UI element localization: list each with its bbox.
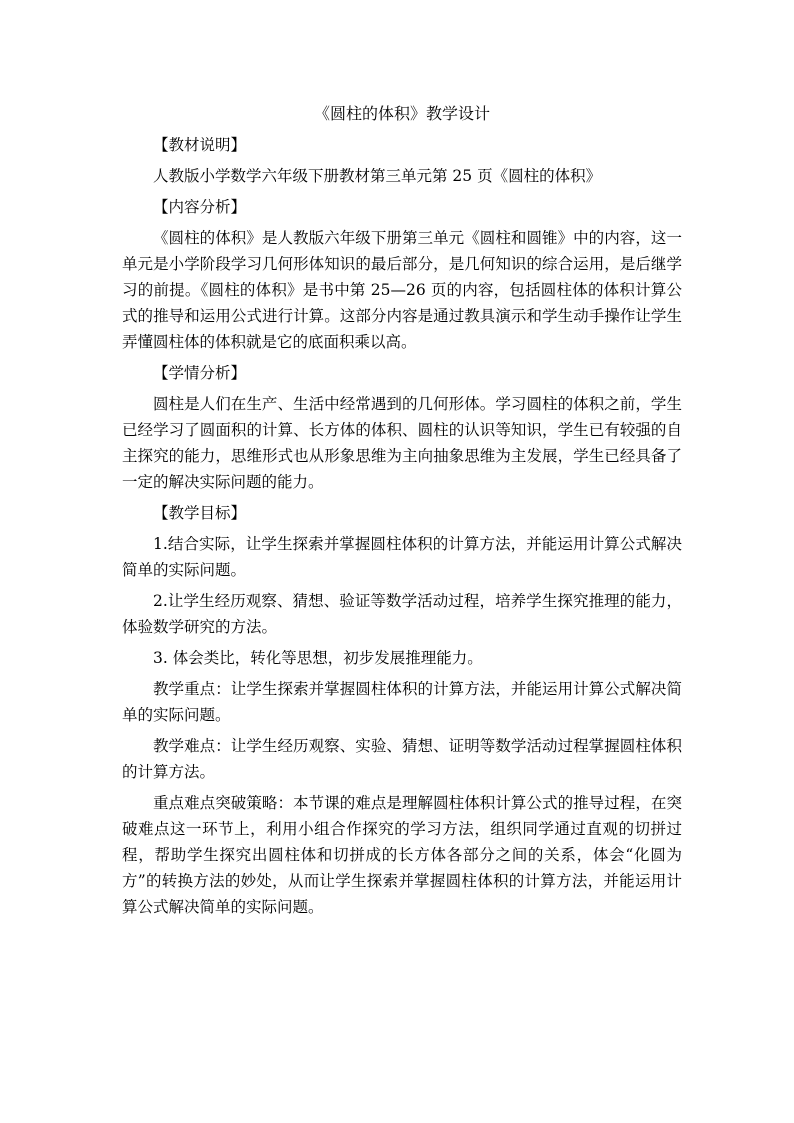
paragraph: 人教版小学数学六年级下册教材第三单元第 25 页《圆柱的体积》 [153,167,602,185]
breakthrough-strategy: 重点难点突破策略：本节课的难点是理解圆柱体积计算公式的推导过程，在突破难点这一环节上，利用小组合作探究的学习方法，组织同学通过直观的切拼过程，帮助学生探究出圆柱体和切拼成的长方体各部分之间的关系，体会“化圆为方”的转换方法的妙处，从而让学生探索并掌握圆柱体积的计算方法，并能运用计算公式解决简单的实际问题。 [122,794,682,916]
section-heading: 【内容分析】 [153,198,247,216]
page-title: 《圆柱的体积》教学设计 [313,104,490,123]
paragraph: 圆柱是人们在生产、生活中经常遇到的几何形体。学习圆柱的体积之前，学生已经学习了圆面积的计算、长方体的体积、圆柱的认识等知识，学生已有较强的自主探究的能力，思维形式也从形象思维为主向抽象思维为主发展，学生已经具备了一定的解决实际问题的能力。 [122,395,682,491]
section-teaching-goals [122,500,682,920]
teaching-key-point: 教学重点：让学生探索并掌握圆柱体积的计算方法，并能运用计算公式解决简单的实际问题。 [122,680,682,724]
section-textbook-note [122,132,682,189]
document-body [122,101,682,925]
section-heading: 【教材说明】 [153,136,247,154]
goal-item: 3. 体会类比，转化等思想，初步发展推理能力。 [153,649,483,667]
section-content-analysis [122,194,682,355]
section-learner-analysis [122,360,682,495]
section-heading: 【学情分析】 [153,364,247,382]
paragraph: 《圆柱的体积》是人教版六年级下册第三单元《圆柱和圆锥》中的内容，这一单元是小学阶段学习几何形体知识的最后部分，是几何知识的综合运用，是后继学习的前提。《圆柱的体积》是书中第 25—26 页的内容，包括圆柱体的体积计算公式的推导和运用公式进行计算。这部分内容是通过教具演示和学生动手操作让学生弄懂圆柱体的体积就是它的底面积乘以高。 [122,229,682,351]
teaching-difficulty: 教学难点：让学生经历观察、实验、猜想、证明等数学活动过程掌握圆柱体积的计算方法。 [122,737,682,781]
section-heading: 【教学目标】 [153,504,247,522]
goal-item: 2.让学生经历观察、猜想、验证等数学活动过程，培养学生探究推理的能力，体验数学研究的方法。 [122,592,682,636]
goal-item: 1.结合实际，让学生探索并掌握圆柱体积的计算方法，并能运用计算公式解决简单的实际问题。 [122,535,682,579]
